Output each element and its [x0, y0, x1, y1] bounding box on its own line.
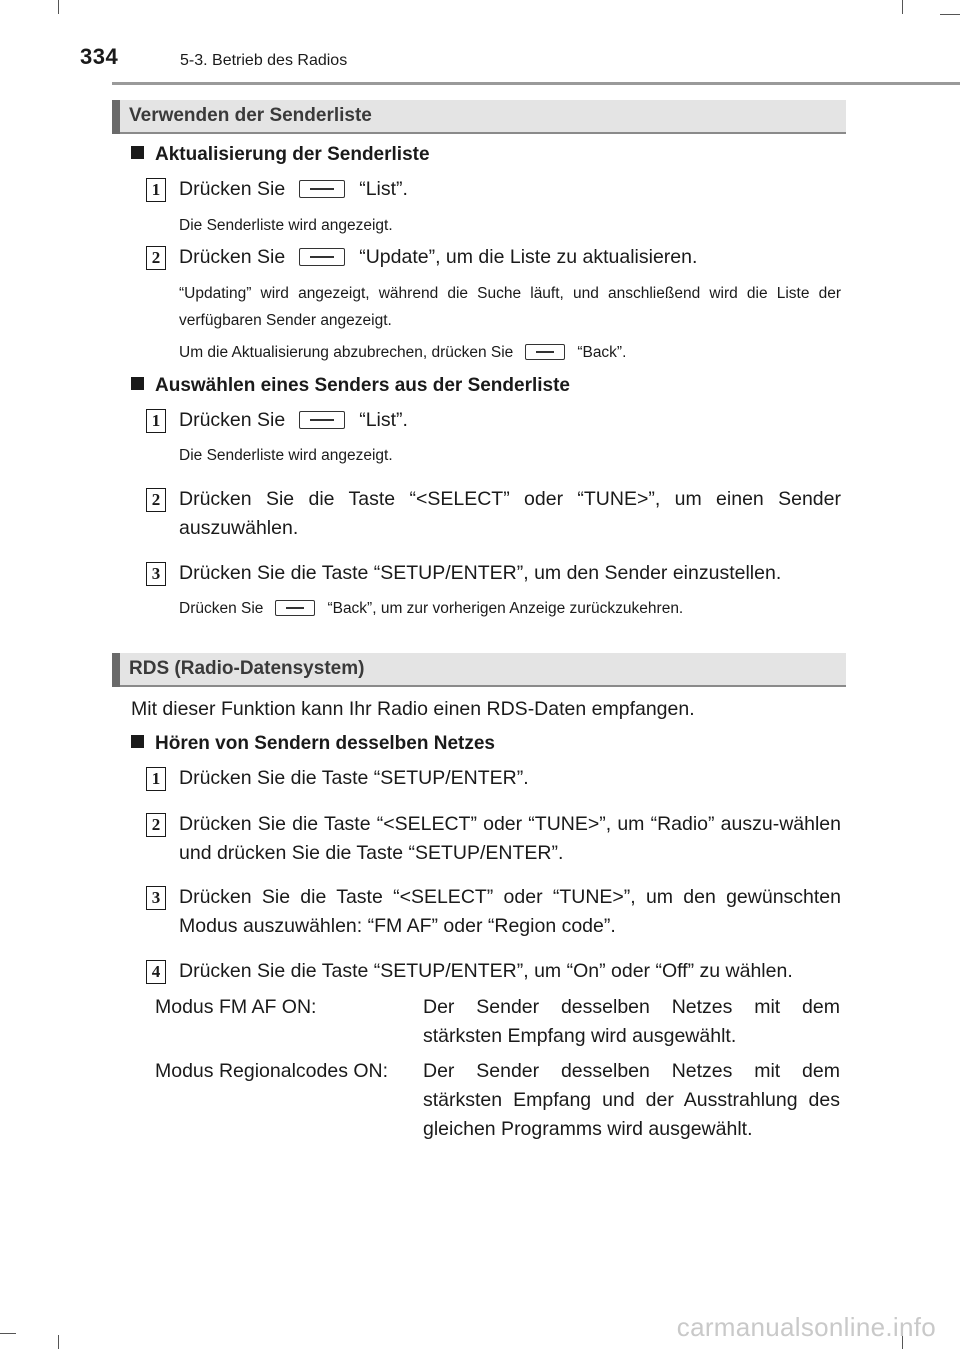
step-number: 3 — [146, 562, 166, 586]
step-text-pre: Drücken Sie — [179, 246, 286, 268]
step-note-post: “Back”, um zur vorherigen Anzeige zurückzukehren. — [327, 600, 684, 617]
section-marker — [112, 653, 120, 687]
header-rule — [112, 82, 960, 85]
subsection-heading-text: Auswählen eines Senders aus der Senderliste — [155, 375, 570, 396]
step-note — [179, 339, 841, 366]
crop-mark — [940, 14, 960, 15]
screen-button-icon — [275, 600, 315, 616]
step-note-pre: Um die Aktualisierung abzubrechen, drücken Sie — [179, 344, 514, 361]
step-note — [179, 595, 841, 622]
step-number: 2 — [146, 813, 166, 837]
step-note: Die Senderliste wird angezeigt. — [179, 217, 393, 234]
step-text: Drücken Sie die Taste “SETUP/ENTER”, um den Sender einzustellen. — [179, 562, 782, 584]
section-header — [112, 100, 846, 134]
subsection-heading-text: Aktualisierung der Senderliste — [155, 144, 430, 165]
step-text — [179, 406, 841, 435]
step-note: “Updating” wird angezeigt, während die Suche läuft, und anschließend wird die Liste der verfügbaren Sender angezeigt. — [179, 285, 841, 329]
step-note: Die Senderliste wird angezeigt. — [179, 447, 393, 464]
square-bullet-icon — [131, 377, 144, 390]
step-number: 2 — [146, 488, 166, 512]
step-number: 3 — [146, 886, 166, 910]
step-number: 4 — [146, 960, 166, 984]
mode-label: Modus FM AF ON: — [155, 996, 317, 1018]
screen-button-icon — [299, 248, 345, 266]
step-text-post: “Update”, um die Liste zu aktualisieren. — [359, 246, 698, 268]
step-text — [179, 175, 841, 204]
square-bullet-icon — [131, 735, 144, 748]
step-text-pre: Drücken Sie — [179, 409, 286, 431]
watermark: carmanualsonline.info — [676, 1312, 936, 1342]
mode-description: Der Sender desselben Netzes mit dem stärksten Empfang wird ausgewählt. — [423, 996, 840, 1047]
step-number: 1 — [146, 178, 166, 202]
step-text-pre: Drücken Sie — [179, 178, 286, 200]
subsection-heading — [131, 375, 570, 397]
subsection-heading — [131, 733, 495, 755]
step-text: Drücken Sie die Taste “<SELECT” oder “TUNE>”, um einen Sender auszuwählen. — [179, 488, 841, 539]
step-note-post: “Back”. — [577, 344, 627, 361]
mode-label: Modus Regionalcodes ON: — [155, 1060, 389, 1082]
crop-mark — [58, 0, 59, 14]
step-text: Drücken Sie die Taste “<SELECT” oder “TUNE>”, um “Radio” auszu-wählen und drücken Sie die Taste “SETUP/ENTER”. — [179, 813, 841, 864]
step-text-post: “List”. — [359, 409, 408, 431]
step-text — [179, 243, 841, 272]
step-note-pre: Drücken Sie — [179, 600, 264, 617]
section-title: RDS (Radio-Datensystem) — [129, 658, 365, 679]
screen-button-icon — [525, 344, 565, 360]
mode-description: Der Sender desselben Netzes mit dem stärksten Empfang und der Ausstrahlung des gleichen Programms wird ausgewählt. — [423, 1060, 840, 1140]
crop-mark — [902, 0, 903, 14]
section-marker — [112, 100, 120, 134]
chapter-title: 5-3. Betrieb des Radios — [180, 52, 348, 69]
page-number: 334 — [80, 44, 119, 69]
section-title: Verwenden der Senderliste — [129, 105, 372, 126]
step-number: 2 — [146, 246, 166, 270]
step-number: 1 — [146, 409, 166, 433]
step-number: 1 — [146, 767, 166, 791]
crop-mark — [58, 1335, 59, 1349]
step-text: Drücken Sie die Taste “SETUP/ENTER”. — [179, 767, 529, 789]
step-text: Drücken Sie die Taste “<SELECT” oder “TUNE>”, um den gewünschten Modus auszuwählen: “FM AF” oder “Region code”. — [179, 886, 841, 937]
screen-button-icon — [299, 180, 345, 198]
subsection-heading-text: Hören von Sendern desselben Netzes — [155, 733, 495, 754]
square-bullet-icon — [131, 146, 144, 159]
screen-button-icon — [299, 411, 345, 429]
section-header — [112, 653, 846, 687]
step-text-post: “List”. — [359, 178, 408, 200]
step-text: Drücken Sie die Taste “SETUP/ENTER”, um “On” oder “Off” zu wählen. — [179, 960, 793, 982]
intro-paragraph: Mit dieser Funktion kann Ihr Radio einen RDS-Daten empfangen. — [131, 698, 695, 720]
crop-mark — [0, 1333, 16, 1334]
subsection-heading — [131, 144, 430, 166]
